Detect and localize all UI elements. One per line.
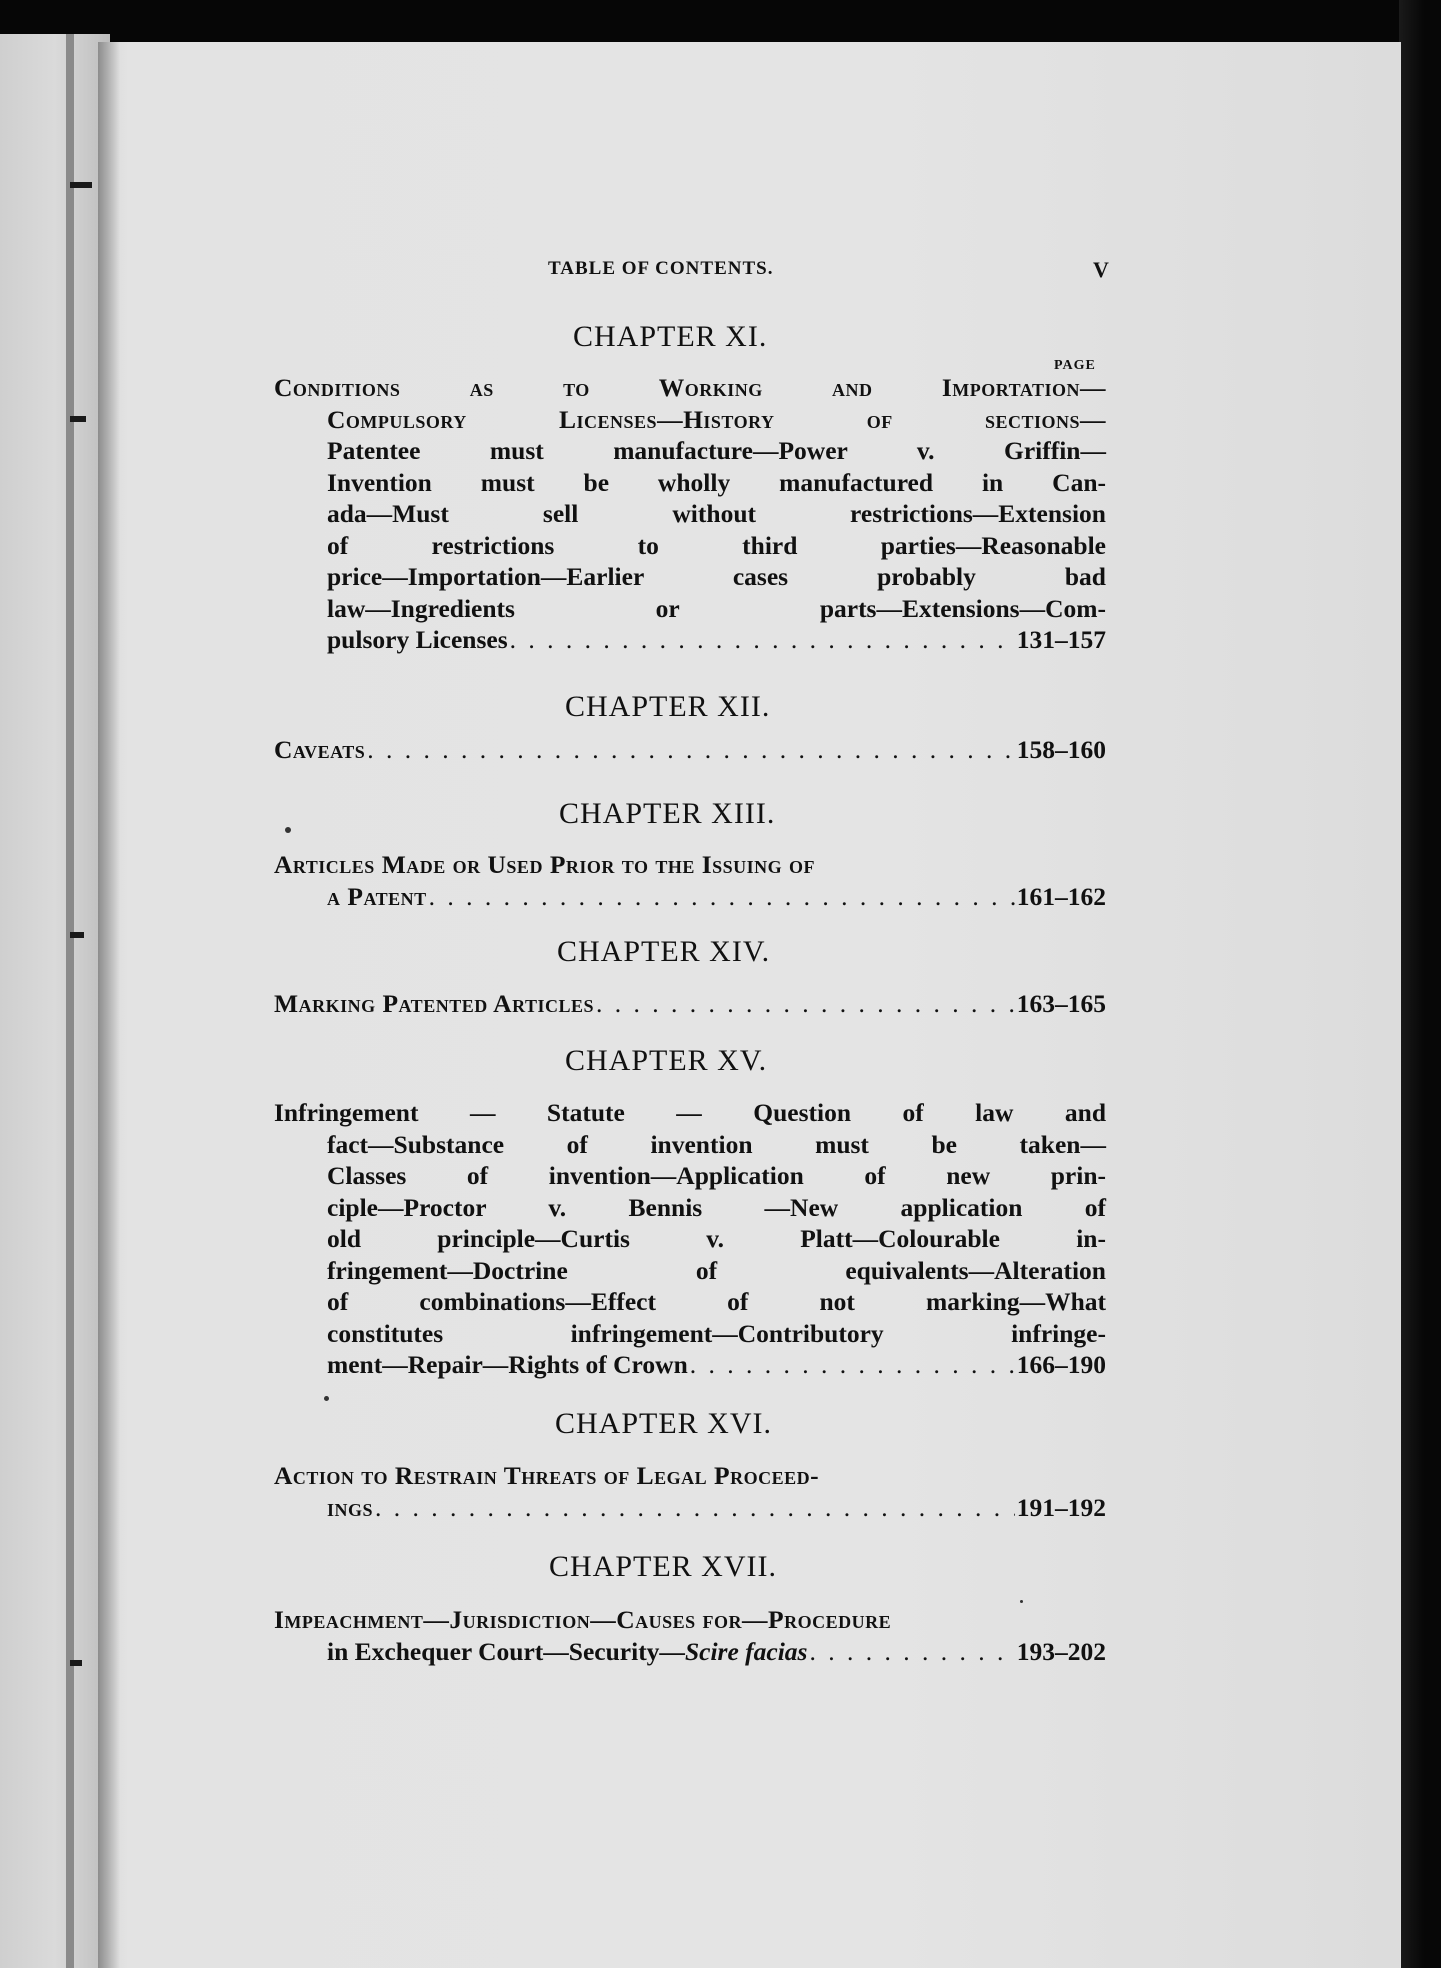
entry-line-part: Compulsory Licenses—History of sections— [327, 404, 1106, 434]
dot-leader [429, 881, 1015, 913]
dot-leader [367, 734, 1014, 766]
entry-line: Conditions as to Working and Importation— [274, 373, 1106, 402]
dot-leader [510, 624, 1015, 656]
chapter-heading: CHAPTER XIII. [559, 797, 776, 830]
entry-line: ciple—Proctor v. Bennis —New application of [327, 1192, 1106, 1222]
toc-entry [274, 1604, 1106, 1667]
entry-line: Infringement — Statute — Question of law and [274, 1098, 1106, 1127]
toc-entry [274, 849, 1106, 912]
print-speck [1020, 1600, 1023, 1603]
scan-background-right [1399, 0, 1441, 1968]
entry-line: Articles Made or Used Prior to the Issuing of [274, 850, 816, 879]
entry-line-part: Impeachment—Jurisdiction—Causes for—Procedure [274, 1605, 892, 1634]
toc-entry [274, 1460, 1106, 1523]
entry-line: constitutes infringement—Contributory infringe- [327, 1318, 1106, 1348]
binding-mark [70, 182, 92, 188]
entry-line-part: in Exchequer Court—Security— [327, 1636, 685, 1666]
chapter-heading: CHAPTER XV. [565, 1044, 768, 1077]
entry-line: fact—Substance of invention must be taken— [327, 1129, 1106, 1159]
entry-line: Invention must be wholly manufactured in Can- [327, 467, 1106, 497]
entry-line: old principle—Curtis v. Platt—Colourable in- [327, 1224, 1106, 1253]
italic-term: Scire facias [684, 1636, 808, 1666]
chapter-heading: CHAPTER XIV. [557, 935, 771, 968]
dot-leader [596, 988, 1015, 1020]
entry-line: ada—Must sell without restrictions—Extension [327, 499, 1106, 528]
page-range: 191–192 [1016, 1492, 1106, 1522]
scan-background-top [0, 0, 1441, 42]
entry-leader-line [274, 1492, 1106, 1524]
entry-line: ment—Repair—Rights of Crown [327, 1350, 688, 1379]
entry-line [274, 1604, 1106, 1636]
page-number: V [1093, 257, 1109, 282]
entry-line: law—Ingredients or parts—Extensions—Com- [327, 593, 1106, 623]
binding-mark [70, 1660, 82, 1666]
entry-line: Patentee must manufacture—Power v. Griffin— [327, 436, 1106, 465]
page-range: 193–202 [1016, 1636, 1106, 1666]
entry-leader-line [274, 988, 1106, 1020]
chapter-heading: CHAPTER XII. [565, 690, 771, 723]
dot-leader [690, 1349, 1015, 1381]
entry-line [274, 404, 1106, 436]
entry-line: ings [327, 1492, 374, 1522]
entry-line-text [327, 405, 1106, 434]
print-speck [324, 1396, 329, 1401]
entry-leader-line [274, 1636, 1106, 1668]
facing-page-edge [0, 34, 110, 1968]
entry-line: Action to Restrain Threats of Legal Proceed- [274, 1461, 820, 1490]
entry-line [327, 1636, 807, 1668]
entry-line: fringement—Doctrine of equivalents—Alteration [327, 1255, 1106, 1285]
chapter-heading: CHAPTER XI. [573, 320, 768, 353]
toc-entry [274, 1097, 1106, 1381]
running-head: TABLE OF CONTENTS. [548, 258, 774, 279]
toc-entry [274, 372, 1106, 656]
entry-line: pulsory Licenses [327, 625, 508, 654]
entry-line: a Patent [327, 881, 427, 911]
entry-line: of combinations—Effect of not marking—What [327, 1287, 1106, 1316]
page-range: 163–165 [1016, 989, 1106, 1018]
entry-leader-line [274, 624, 1106, 656]
binding-edge [66, 34, 74, 1968]
entry-line: Marking Patented Articles [274, 989, 594, 1018]
binding-mark [70, 932, 84, 938]
toc-entry [274, 734, 1106, 766]
page-range: 131–157 [1016, 625, 1106, 654]
binding-mark [70, 416, 86, 422]
chapter-heading: CHAPTER XVI. [555, 1407, 773, 1440]
entry-leader-line [274, 734, 1106, 766]
entry-line: Classes of invention—Application of new prin- [327, 1161, 1106, 1190]
dot-leader [375, 1492, 1015, 1524]
page-column-label: PAGE [1054, 358, 1096, 373]
print-speck [285, 827, 291, 833]
dot-leader [809, 1636, 1014, 1668]
page-range: 161–162 [1016, 881, 1106, 911]
page-gutter-shadow [98, 42, 120, 1968]
entry-line: of restrictions to third parties—Reasonable [327, 530, 1106, 560]
entry-leader-line [274, 1349, 1106, 1381]
chapter-heading: CHAPTER XVII. [549, 1550, 777, 1583]
page-range: 158–160 [1016, 735, 1106, 764]
toc-entry [274, 988, 1106, 1020]
entry-line: Caveats [274, 735, 366, 764]
entry-leader-line [274, 881, 1106, 913]
page-range: 166–190 [1016, 1350, 1106, 1379]
entry-line: price—Importation—Earlier cases probably bad [327, 562, 1106, 591]
